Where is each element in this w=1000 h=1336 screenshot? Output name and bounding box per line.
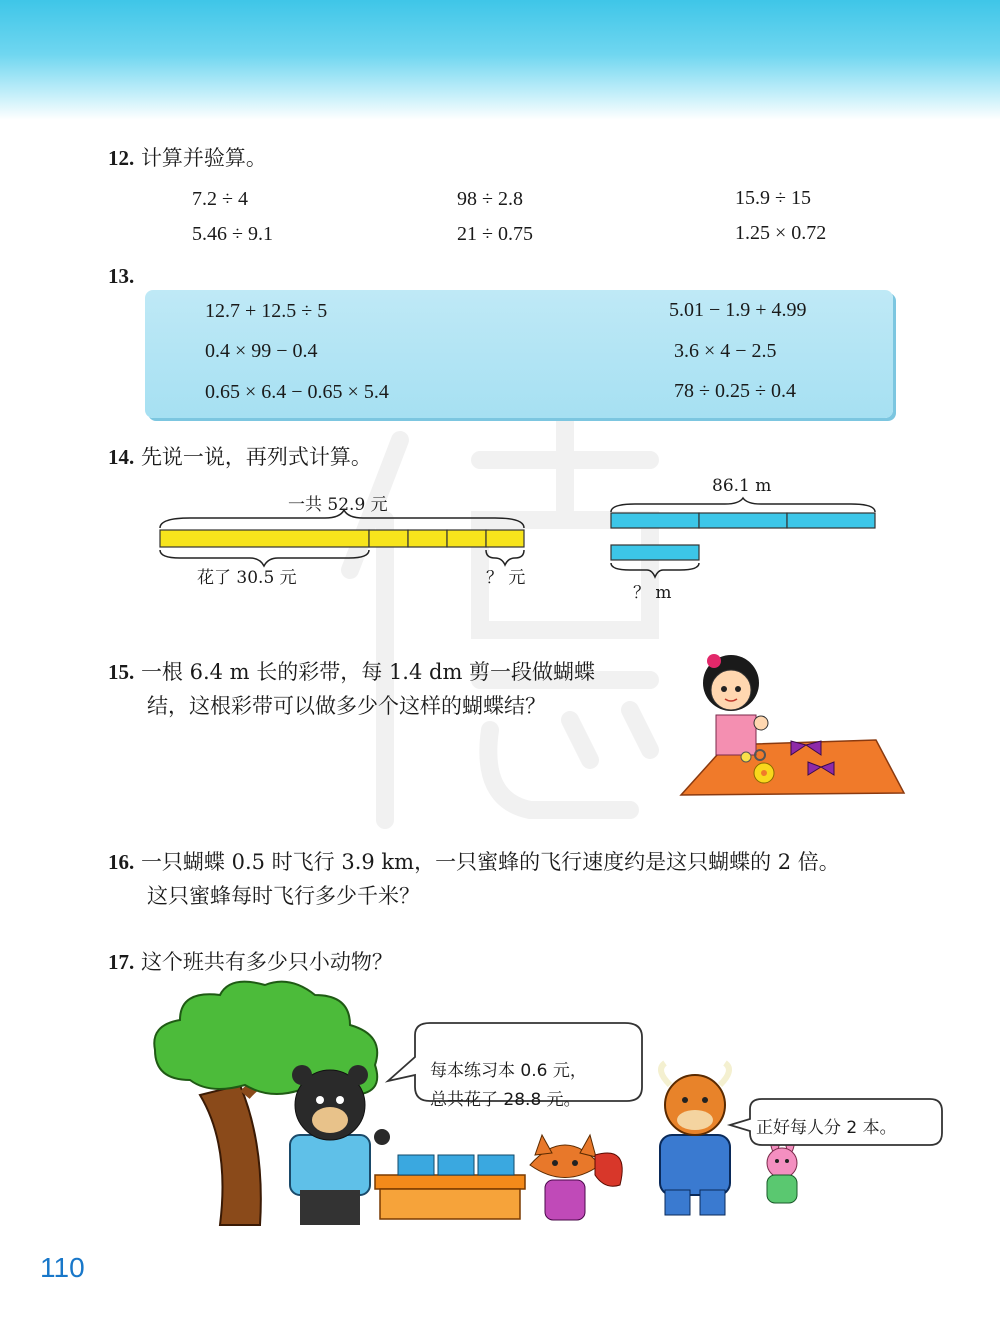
bubble2-text: 正好每人分 2 本。: [756, 1118, 897, 1138]
q12-expr-3: 15.9 ÷ 15: [735, 187, 811, 209]
page-number: 110: [40, 1252, 85, 1283]
q14-heading: [108, 441, 372, 471]
bear-icon: [290, 1065, 390, 1225]
girl-crafting-illustration: [676, 645, 906, 800]
q17-title: 这个班共有多少只小动物？: [140, 950, 393, 974]
q13-expr-3: 0.4 × 99 − 0.4: [205, 340, 318, 362]
q16-text-2: 这只蜜蜂每时飞行多少千米？: [147, 884, 420, 908]
q16-number: 16.: [108, 850, 135, 874]
q14-right-total-label: 86.1 m: [712, 476, 772, 496]
q14-right-segment-1: [611, 513, 699, 528]
q14-right-part-segment: [611, 545, 699, 560]
q14-left-unknown-label: ？ 元: [486, 568, 526, 588]
q14-left-segment-5: [486, 530, 524, 547]
q12-expr-4: 5.46 ÷ 9.1: [192, 223, 273, 245]
q17-number: 17.: [108, 950, 135, 974]
q12-expr-6: 1.25 × 0.72: [735, 222, 827, 244]
q14-number: 14.: [108, 445, 135, 469]
header-band: [0, 0, 1000, 120]
q12-number: 12.: [108, 146, 135, 170]
q12-expr-5: 21 ÷ 0.75: [457, 223, 533, 245]
q15-text-2: 结，这根彩带可以做多少个这样的蝴蝶结？: [147, 694, 546, 718]
q13-expr-2: 5.01 − 1.9 + 4.99: [669, 299, 807, 321]
q14-right-diagram: [605, 498, 885, 588]
q14-left-total-label: 一共 52.9 元: [288, 495, 388, 515]
q17-heading: [108, 946, 393, 976]
q13-expr-4: 3.6 × 4 − 2.5: [674, 340, 777, 362]
bull-icon: [660, 1063, 730, 1215]
q15-number: 15.: [108, 660, 135, 684]
q13-expr-1: 12.7 + 12.5 ÷ 5: [205, 300, 328, 322]
q13-number: 13.: [108, 264, 135, 288]
q14-right-segment-2: [699, 513, 787, 528]
q12-heading: [108, 142, 267, 172]
q16-line-1: [108, 846, 840, 876]
q14-left-spent-segment: [160, 530, 369, 547]
table-icon: [375, 1155, 525, 1219]
q14-left-diagram: [150, 510, 540, 570]
q15-text-1: 一根 6.4 m 长的彩带，每 1.4 dm 剪一段做蝴蝶: [140, 660, 596, 684]
q15-line-1: [108, 656, 595, 686]
bubble1-line-2: 总共花了 28.8 元。: [430, 1090, 581, 1110]
q16-text-1: 一只蝴蝶 0.5 时飞行 3.9 km，一只蜜蜂的飞行速度约是这只蝴蝶的 2 倍。: [140, 850, 840, 874]
q13-expr-6: 78 ÷ 0.25 ÷ 0.4: [674, 380, 796, 402]
q14-title: 先说一说，再列式计算。: [140, 445, 372, 469]
q14-right-unknown-label: ？ m: [633, 583, 672, 603]
bubble1-line-1: 每本练习本 0.6 元，: [430, 1061, 587, 1081]
q14-right-part-brace: [611, 563, 699, 577]
fox-icon: [530, 1135, 622, 1220]
q14-right-segment-3: [787, 513, 875, 528]
q12-title: 计算并验算。: [140, 146, 267, 170]
q14-left-segment-3: [408, 530, 447, 547]
q14-left-segment-4: [447, 530, 486, 547]
q14-left-segment-2: [369, 530, 408, 547]
q14-left-spent-label: 花了 30.5 元: [197, 568, 297, 588]
q12-expr-2: 98 ÷ 2.8: [457, 188, 523, 210]
watermark-graphic: [330, 400, 670, 840]
q14-right-top-brace: [611, 498, 875, 512]
q12-expr-1: 7.2 ÷ 4: [192, 188, 248, 210]
q14-left-top-brace: [160, 510, 524, 528]
q13-expr-5: 0.65 × 6.4 − 0.65 × 5.4: [205, 381, 389, 403]
